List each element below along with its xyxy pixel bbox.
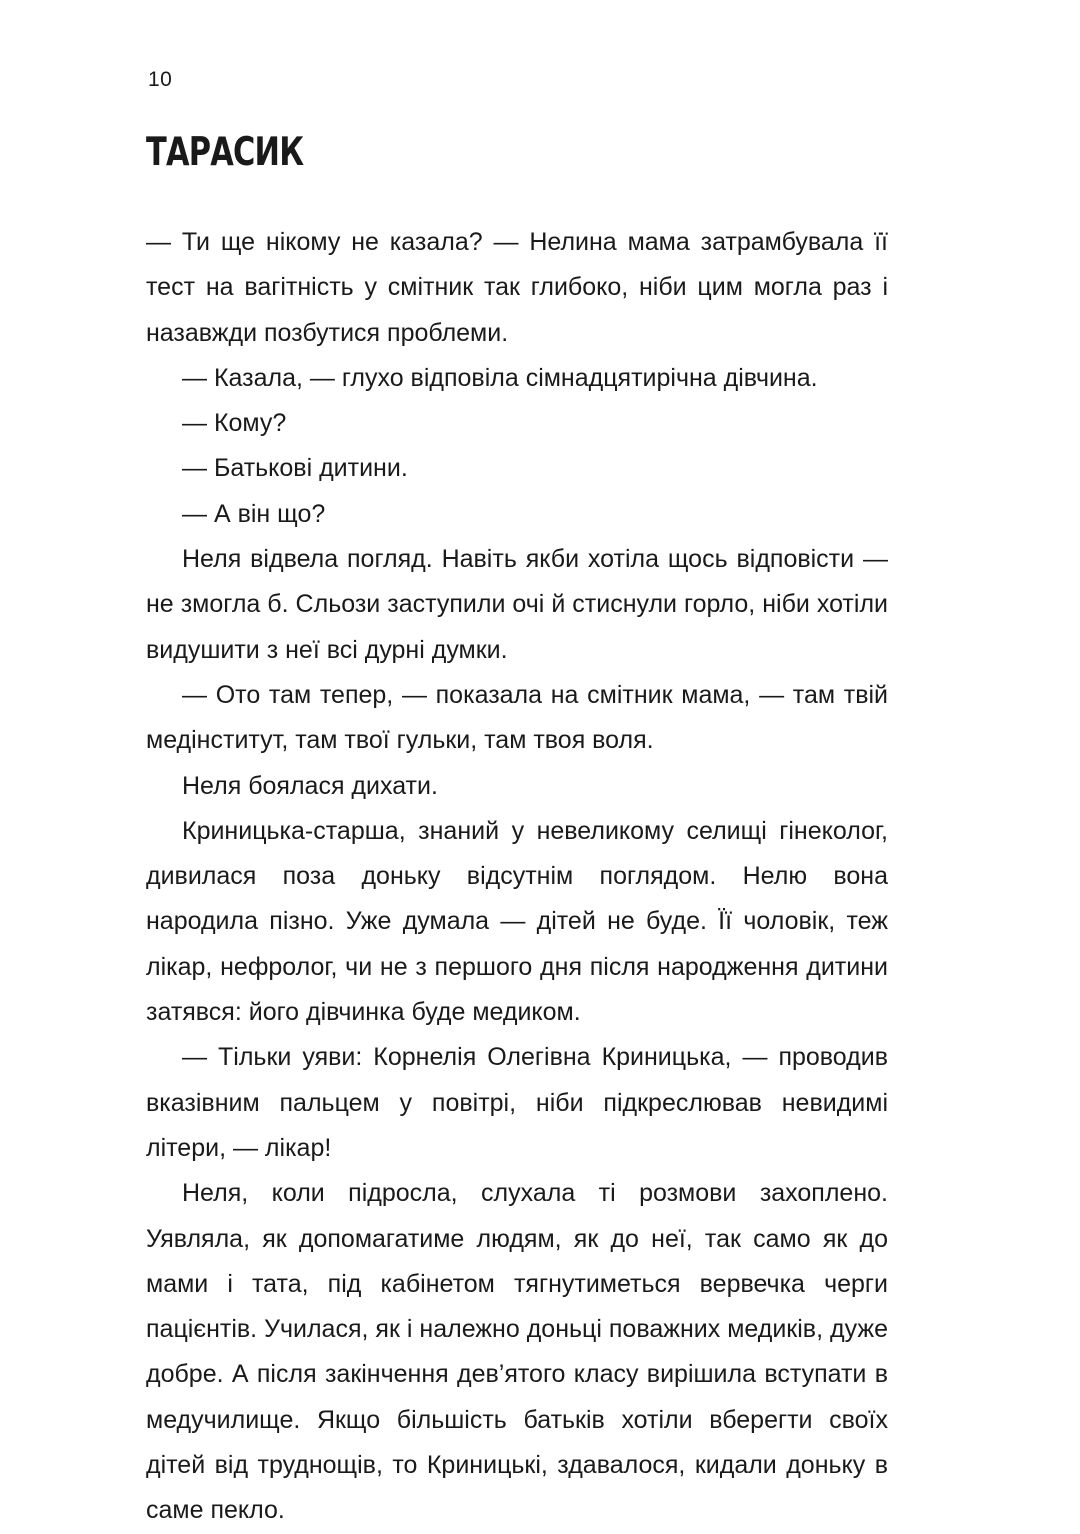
paragraph: — Батькові дитини. [182, 454, 408, 483]
paragraph: — Кому? [182, 409, 287, 438]
paragraph: Криницька-старша, знаний у невеликому селищі гінеколог, дивилася поза доньку відсутнім поглядом. Нелю вона народила пізно. Уже думала — дітей не буде. Її чоловік, теж лікар, нефролог, чи не з першого дня після народження дитини затявся: його дівчинка буде медиком. [146, 816, 888, 1027]
paragraph: Неля, коли підросла, слухала ті розмови захоплено. Уявляла, як допомагатиме людям, як до неї, так само як до мами і тата, під кабінетом тягнутиметься вервечка черги пацієнтів. Училася, як і належно доньці поважних медиків, дуже добре. А після закінчення дев’ятого класу вирішила вступати в медучилище. Якщо більшість батьків хотіли вберегти своїх дітей від труднощів, то Криницькі, здавалося, кидали доньку в саме пекло. [146, 1179, 888, 1525]
paragraph: Неля боялася дихати. [182, 771, 438, 800]
paragraph: — Тільки уяви: Корнелія Олегівна Криницька, — проводив вказівним пальцем у повітрі, ніби підкреслював невидимі літери, — лікар! [146, 1043, 888, 1162]
paragraph: — Ото там тепер, — показала на смітник мама, — там твій медінститут, там твої гульки, там твоя воля. [146, 680, 888, 755]
paragraph: — А він що? [182, 499, 326, 528]
paragraph: — Казала, — глухо відповіла сімнадцятирічна дівчина. [182, 363, 818, 392]
page-number: 10 [148, 68, 173, 91]
chapter-title: ТАРАСИК [146, 130, 304, 175]
paragraph: — Ти ще нікому не казала? — Нелина мама затрамбувала її тест на вагітність у смітник так глибоко, ніби цим могла раз і назавжди позбутися проблеми. [146, 228, 888, 347]
paragraph: Неля відвела погляд. Навіть якби хотіла щось відповісти — не змогла б. Сльози заступили очі й стиснули горло, ніби хотіли видушити з неї всі дурні думки. [146, 545, 888, 664]
body-text [146, 220, 888, 1534]
